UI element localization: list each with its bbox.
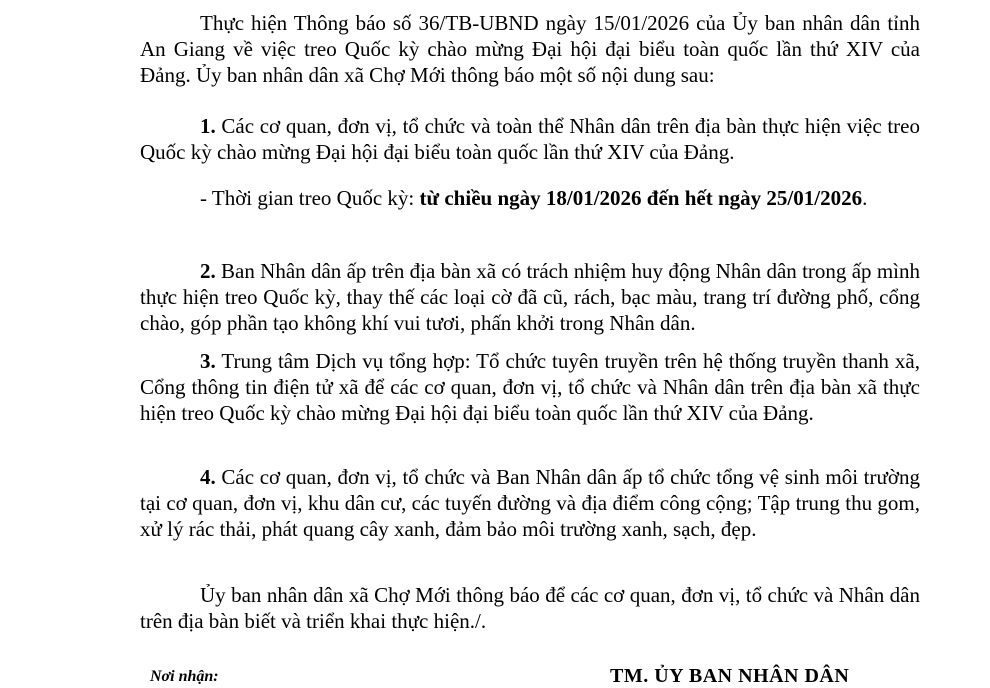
item-1-number: 1.: [200, 114, 216, 138]
item-3-text: Trung tâm Dịch vụ tổng hợp: Tổ chức tuyên truyền trên hệ thống truyền thanh xã, Cổng thông tin điện tử xã để các cơ quan, đơn vị, tổ chức và Nhân dân trên địa bàn xã thực hiện treo Quốc kỳ chào mừng Đại hội đại biểu toàn quốc lần thứ XIV của Đảng.: [140, 349, 920, 425]
item-3-paragraph: [140, 348, 920, 426]
time-suffix: .: [862, 186, 868, 210]
item-2-paragraph: [140, 258, 920, 336]
item-2-number: 2.: [200, 259, 216, 283]
item-3-number: 3.: [200, 349, 216, 373]
item-1-paragraph: [140, 113, 920, 165]
signature-title: TM. ỦY BAN NHÂN DÂN: [610, 665, 850, 687]
closing-paragraph: Ủy ban nhân dân xã Chợ Mới thông báo để các cơ quan, đơn vị, tổ chức và Nhân dân trên địa bàn biết và triển khai thực hiện./.: [140, 583, 920, 633]
time-paragraph: [140, 185, 920, 211]
item-4-number: 4.: [200, 465, 216, 489]
item-2-text: Ban Nhân dân ấp trên địa bàn xã có trách nhiệm huy động Nhân dân trong ấp mình thực hiện treo Quốc kỳ, thay thế các loại cờ đã cũ, rách, bạc màu, trang trí đường phố, cổng chào, góp phần tạo không khí vui tươi, phấn khởi trong Nhân dân.: [140, 259, 920, 335]
time-range: từ chiều ngày 18/01/2026 đến hết ngày 25/01/2026: [419, 186, 863, 210]
item-4-paragraph: [140, 464, 920, 542]
recipients-label: Nơi nhận:: [150, 668, 219, 685]
item-1-text: Các cơ quan, đơn vị, tổ chức và toàn thể Nhân dân trên địa bàn thực hiện việc treo Quốc kỳ chào mừng Đại hội đại biểu toàn quốc lần thứ XIV của Đảng.: [140, 114, 920, 164]
time-prefix: - Thời gian treo Quốc kỳ:: [200, 186, 420, 210]
intro-paragraph: Thực hiện Thông báo số 36/TB-UBND ngày 15/01/2026 của Ủy ban nhân dân tỉnh An Giang về việc treo Quốc kỳ chào mừng Đại hội đại biểu toàn quốc lần thứ XIV của Đảng. Ủy ban nhân dân xã Chợ Mới thông báo một số nội dung sau:: [140, 11, 920, 87]
item-4-text: Các cơ quan, đơn vị, tổ chức và Ban Nhân dân ấp tổ chức tổng vệ sinh môi trường tại cơ quan, đơn vị, khu dân cư, các tuyến đường và địa điểm công cộng; Tập trung thu gom, xử lý rác thải, phát quang cây xanh, đảm bảo môi trường xanh, sạch, đẹp.: [140, 465, 920, 541]
